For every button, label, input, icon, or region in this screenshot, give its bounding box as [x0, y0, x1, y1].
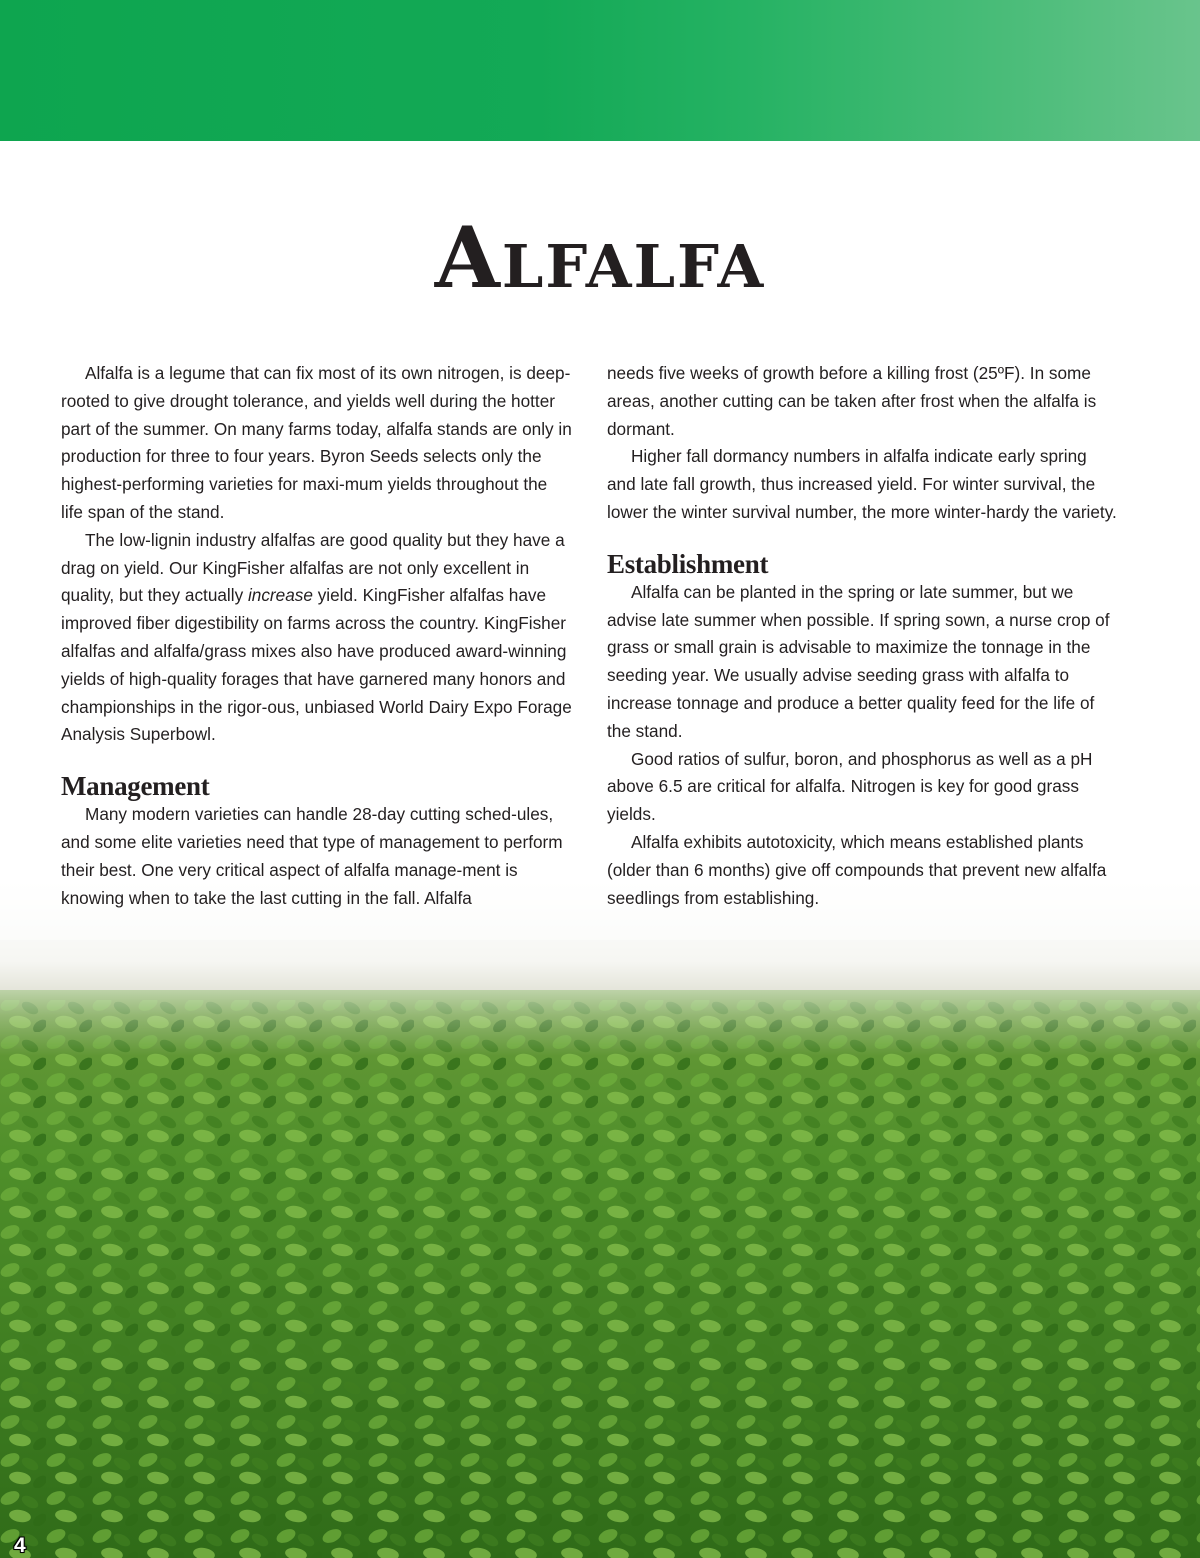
management-paragraph-1-start: Many modern varieties can handle 28-day cutting sched-ules, and some elite varieties need that type of management to perform their best. One very critical aspect of alfalfa manage-ment is knowing when to take the last cutting in the fall. Alfalfa [61, 804, 563, 908]
page-number: 4 [14, 1534, 26, 1557]
header-color-band [0, 0, 1200, 141]
management-heading: Management [61, 771, 210, 802]
establishment-heading: Establishment [607, 548, 769, 579]
intro-paragraph-2: The low-lignin industry alfalfas are good quality but they have a drag on yield. Our KingFisher alfalfas are not only excellent in quality, but they actually increase yield. KingFisher alfalfas have improved fiber digestibility on farms across the country. KingFisher alfalfas and alfalfa/grass mixes also have produced award-winning yields of high-quality forages that have garnered many honors and championships in the rigor-ous, unbiased World Dairy Expo Forage Analysis Superbowl. [61, 529, 572, 745]
right-column [607, 360, 1119, 912]
emphasis-increase: increase [247, 585, 313, 606]
management-paragraph-2: Higher fall dormancy numbers in alfalfa indicate early spring and late fall growth, thus increased yield. For winter survival, the lower the winter survival number, the more winter-hardy the variety. [607, 446, 1117, 522]
alfalfa-field-photo [0, 880, 1200, 1558]
management-paragraph-1-continued: needs five weeks of growth before a killing frost (25ºF). In some areas, another cutting can be taken after frost when the alfalfa is dormant. [607, 363, 1097, 439]
establishment-paragraph-2: Good ratios of sulfur, boron, and phosphorus as well as a pH above 6.5 are critical for alfalfa. Nitrogen is key for good grass yields. [607, 748, 1093, 825]
establishment-paragraph-1: Alfalfa can be planted in the spring or late summer, but we advise late summer when possible. If spring sown, a nurse crop of grass or small grain is advisable to maximize the tonnage in the seeding year. We usually advise seeding grass with alfalfa to increase tonnage and produce a better quality feed for the life of the stand. [607, 581, 1110, 741]
establishment-paragraph-3: Alfalfa exhibits autotoxicity, which means established plants (older than 6 months) give off compounds that prevent new alfalfa seedlings from establishing. [607, 831, 1107, 908]
intro-paragraph-1: Alfalfa is a legume that can fix most of its own nitrogen, is deep-rooted to give drought tolerance, and yields well during the hotter part of the summer. On many farms today, alfalfa stands are only in production for three to four years. Byron Seeds selects only the highest-performing varieties for maxi-mum yields throughout the life span of the stand. [61, 363, 572, 522]
page-title: Alfalfa [434, 208, 766, 307]
left-column [61, 360, 573, 912]
